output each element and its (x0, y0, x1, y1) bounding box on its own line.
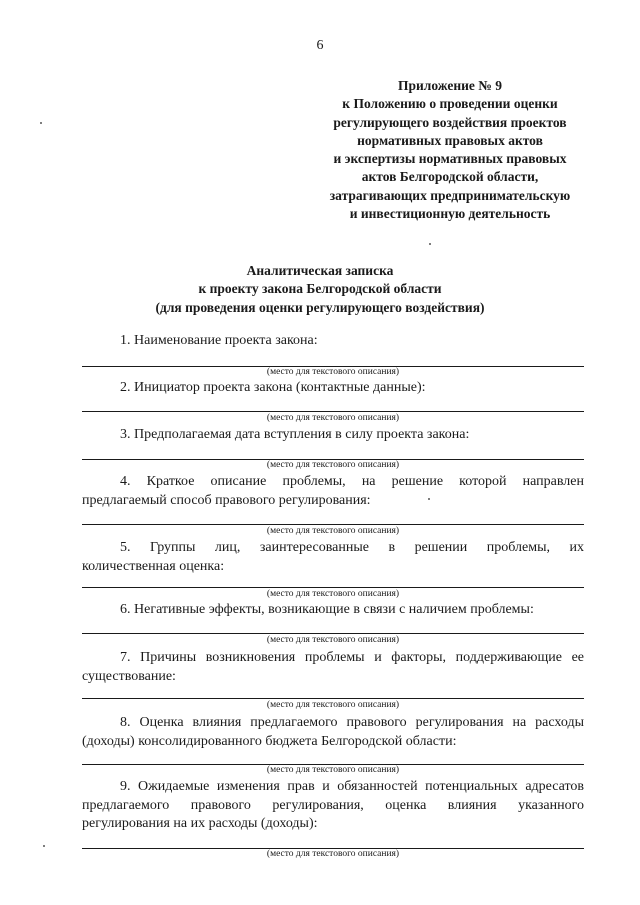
section-1-text: 1. Наименование проекта закона: (120, 333, 318, 348)
scan-speck (429, 243, 431, 245)
section-8-text-continued: (доходы) консолидированного бюджета Белгородской области: (82, 733, 457, 749)
section-2-text: 2. Инициатор проекта закона (контактные данные): (120, 380, 426, 395)
section-7-fill-line[interactable] (82, 698, 584, 699)
section-2-heading (82, 379, 584, 398)
section-4-fill-line[interactable] (82, 524, 584, 525)
appendix-line: регулирующего воздействия проектов (333, 114, 567, 130)
section-6-fill-line[interactable] (82, 633, 584, 634)
section-3-text: 3. Предполагаемая дата вступления в силу проекта закона: (120, 427, 470, 442)
section-1-heading (82, 332, 584, 351)
section-5-placeholder: (место для текстового описания) (266, 589, 400, 599)
section-4-heading (82, 473, 584, 510)
section-9-heading (82, 778, 584, 834)
title-line: к проекту закона Белгородской области (198, 281, 442, 297)
scan-speck (428, 498, 430, 500)
section-9-text: 9. Ожидаемые изменения прав и обязанностей потенциальных адресатов (120, 779, 584, 794)
appendix-line: нормативных правовых актов (357, 132, 543, 148)
section-8-text: 8. Оценка влияния предлагаемого правового регулирования на расходы (120, 715, 584, 730)
section-2-fill-line[interactable] (82, 411, 584, 412)
page-number: 6 (316, 38, 324, 53)
appendix-line: затрагивающих предпринимательскую (329, 187, 571, 203)
section-9-text-continued-2: регулирования на их расходы (доходы): (82, 816, 318, 831)
appendix-line: и экспертизы нормативных правовых (333, 151, 567, 167)
section-2-placeholder: (место для текстового описания) (266, 413, 400, 423)
section-6-heading (82, 601, 584, 620)
section-6-text: 6. Негативные эффекты, возникающие в связи с наличием проблемы: (120, 602, 534, 617)
section-3-heading (82, 426, 584, 445)
appendix-line: Приложение № 9 (398, 78, 502, 93)
section-9-text-continued: предлагаемого правового регулирования, оценка влияния указанного (82, 797, 584, 813)
section-5-text: 5. Группы лиц, заинтересованные в решении проблемы, их (120, 540, 584, 555)
section-7-text-continued: существование: (82, 668, 176, 684)
document-title (0, 262, 640, 317)
section-1-placeholder: (место для текстового описания) (266, 367, 400, 377)
section-4-text: 4. Краткое описание проблемы, на решение которой направлен (120, 474, 584, 489)
section-3-placeholder: (место для текстового описания) (266, 460, 400, 470)
appendix-line: к Положению о проведении оценки (342, 96, 558, 112)
appendix-line: актов Белгородской области, (361, 169, 539, 185)
title-line: Аналитическая записка (246, 263, 394, 278)
section-5-text-continued: количественная оценка: (82, 558, 225, 574)
appendix-line: и инвестиционную деятельность (349, 206, 551, 222)
scan-speck (43, 845, 45, 847)
section-8-heading (82, 714, 584, 751)
section-4-text-continued: предлагаемый способ правового регулирования: (82, 492, 371, 508)
section-7-text: 7. Причины возникновения проблемы и факторы, поддерживающие ее (120, 650, 584, 665)
section-9-placeholder: (место для текстового описания) (266, 849, 400, 859)
section-4-placeholder: (место для текстового описания) (266, 526, 400, 536)
section-7-placeholder: (место для текстового описания) (266, 700, 400, 710)
title-line: (для проведения оценки регулирующего воздействия) (155, 299, 485, 315)
section-8-placeholder: (место для текстового описания) (266, 765, 400, 775)
section-5-fill-line[interactable] (82, 587, 584, 588)
scan-speck (40, 122, 42, 124)
section-6-placeholder: (место для текстового описания) (266, 635, 400, 645)
appendix-header (300, 77, 600, 223)
section-7-heading (82, 649, 584, 686)
section-5-heading (82, 539, 584, 576)
